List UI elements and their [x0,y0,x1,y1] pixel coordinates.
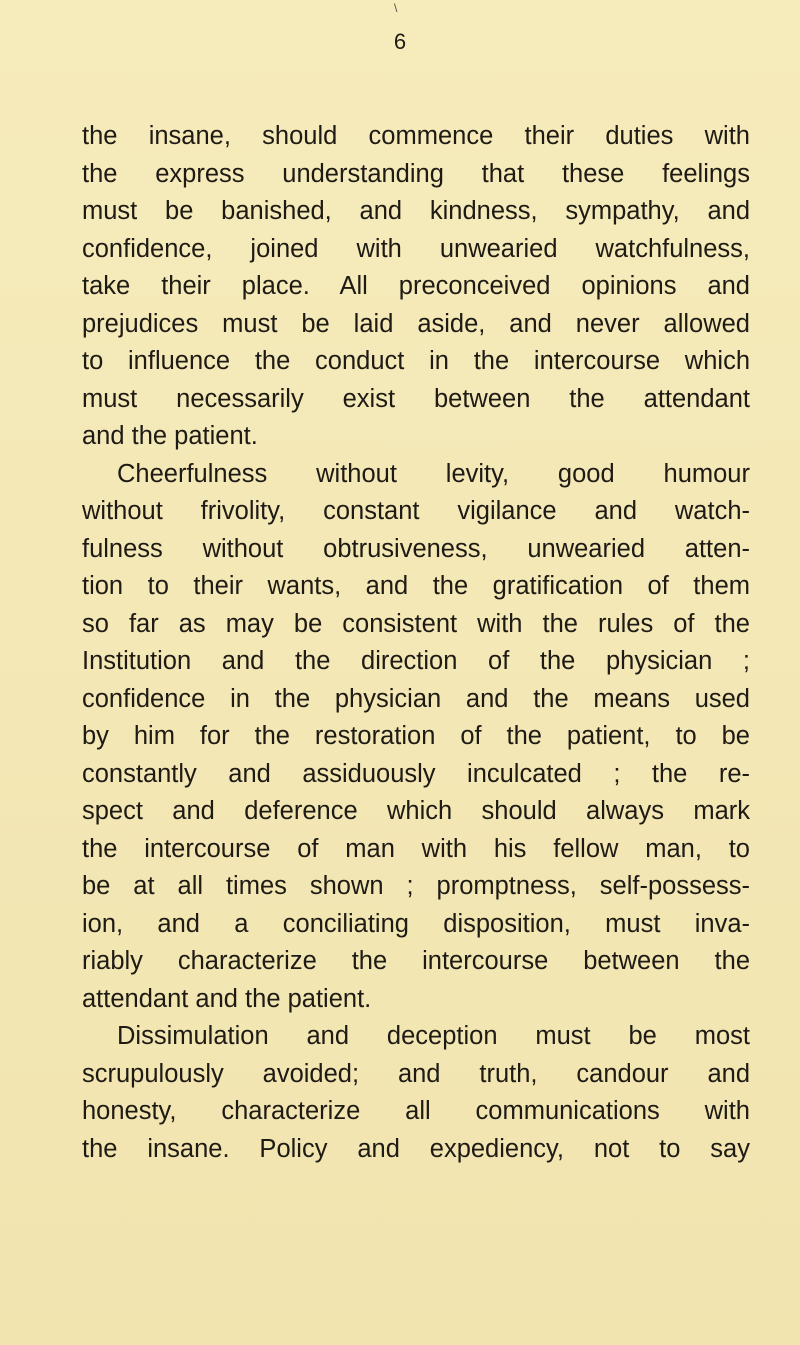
text-line: scrupulously avoided; and truth, candour and [82,1059,750,1088]
text-line: take their place. All preconceived opinions and [82,272,750,300]
text-line: the insane, should commence their duties with [82,122,750,150]
body-text [82,118,750,1168]
text-line: prejudices must be laid aside, and never allowed [82,309,750,338]
text-line: the intercourse of man with his fellow man, to [82,834,750,863]
text-line: constantly and assiduously inculcated ; the re- [82,759,750,788]
text-line: by him for the restoration of the patient, to be [82,722,750,750]
text-line: riably characterize the intercourse between the [82,947,750,975]
text-line: Dissimulation and deception must be most [117,1022,750,1050]
text-line: without frivolity, constant vigilance and watch- [82,497,750,525]
corner-mark: \ [394,1,398,15]
text-line: the express understanding that these feelings [82,159,750,188]
text-line: spect and deference which should always mark [82,797,750,825]
text-line: be at all times shown ; promptness, self-possess- [82,872,750,900]
text-line: honesty, characterize all communications with [82,1097,750,1125]
text-line: confidence in the physician and the means used [82,684,750,713]
text-line: to influence the conduct in the intercourse which [82,347,750,375]
text-line: so far as may be consistent with the rules of the [82,609,750,638]
page-number: 6 [393,29,407,54]
text-line: Cheerfulness without levity, good humour [117,459,750,488]
text-line: and the patient. [82,422,258,450]
text-line: fulness without obtrusiveness, unwearied atten- [82,534,750,563]
text-line: attendant and the patient. [82,984,372,1013]
text-line: tion to their wants, and the gratification of them [82,572,750,600]
text-line: must be banished, and kindness, sympathy, and [82,197,750,225]
text-line: must necessarily exist between the attendant [82,384,750,413]
text-line: confidence, joined with unwearied watchfulness, [82,234,750,263]
text-line: Institution and the direction of the physician ; [82,647,750,675]
text-line: ion, and a conciliating disposition, must inva- [82,909,750,938]
text-line: the insane. Policy and expediency, not to say [82,1134,750,1163]
